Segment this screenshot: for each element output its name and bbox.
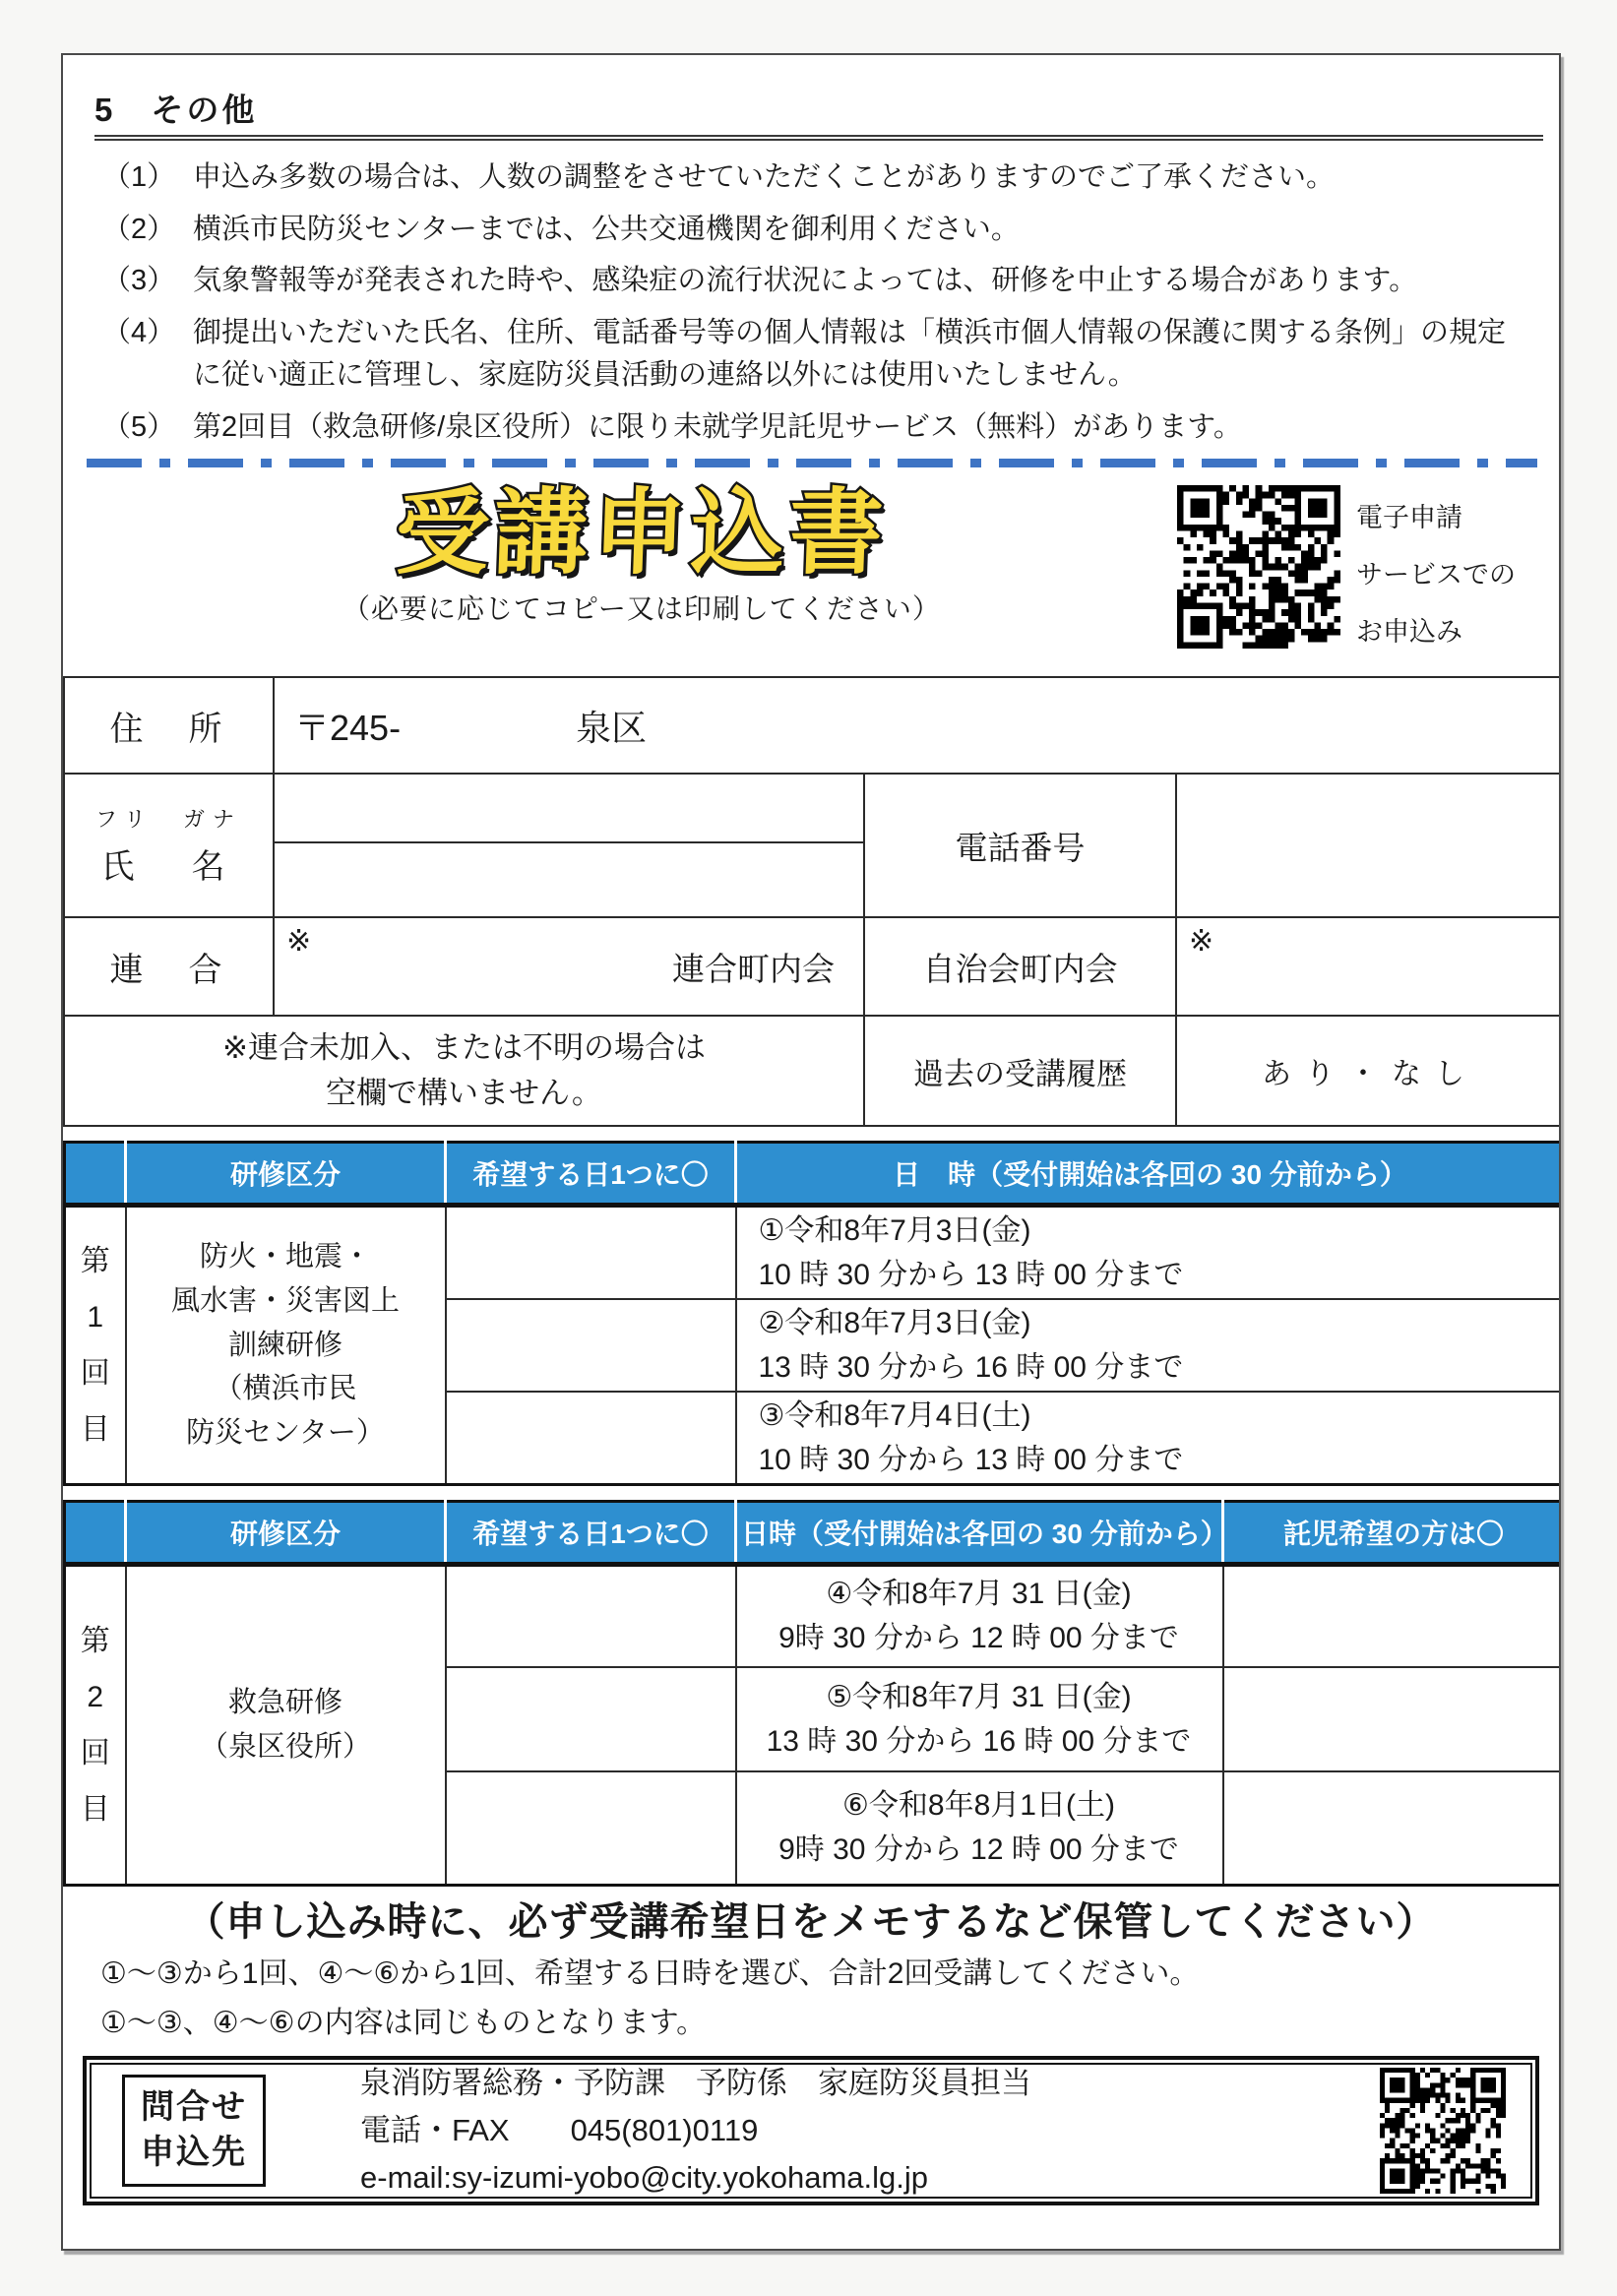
time-line: 9時 30 分から 12 時 00 分まで (778, 1622, 1179, 1655)
notice-text: 第2回目（救急研修/泉区役所）に限り未就学児託児サービス（無料）があります。 (193, 410, 1242, 443)
category-line: （横浜市民 (214, 1373, 357, 1405)
postal-code-value: 〒245- (294, 707, 402, 748)
contact-label-line: 申込先 (141, 2134, 247, 2171)
datetime-cell (736, 1565, 1223, 1667)
choice-cell (446, 1565, 736, 1667)
session2-label-cell (65, 1565, 126, 1886)
notice-number: （2） (102, 213, 176, 245)
contact-info (299, 2060, 1346, 2202)
scanned-application-form-page (61, 53, 1561, 2251)
name-row (64, 774, 1561, 917)
time-line: 10 時 30 分から 13 時 00 分まで (758, 1259, 1184, 1291)
qr-caption-line: 電子申請 (1356, 503, 1462, 532)
notice-item-3 (102, 260, 1533, 303)
notice-item-4 (102, 312, 1533, 398)
datetime-col-header: 日 時（受付開始は各回の 30 分前から） (736, 1143, 1562, 1206)
session2-category (126, 1565, 446, 1886)
session1-category (126, 1206, 446, 1485)
contact-email: e-mail:sy-izumi-yobo@city.yokohama.lg.jp (360, 2160, 929, 2196)
session2-schedule-table (63, 1500, 1561, 1887)
datetime-cell (736, 1206, 1562, 1300)
union-row (64, 917, 1561, 1016)
contact-label (122, 2075, 266, 2187)
furigana-divider (273, 841, 865, 843)
notices-list (102, 156, 1533, 449)
childcare-cell (1223, 1771, 1562, 1886)
phone-field (1176, 774, 1561, 917)
contact-label-line: 問合せ (141, 2088, 247, 2127)
datetime-cell (736, 1667, 1223, 1771)
session1-header-row (65, 1143, 1562, 1206)
session1-label-cell (65, 1206, 126, 1485)
choose-col-header: 希望する日1つに〇 (446, 1502, 736, 1565)
qr-code-icon (1380, 2068, 1506, 2194)
category-line: 訓練研修 (227, 1329, 342, 1361)
qr-caption (1356, 485, 1516, 660)
time-line: 13 時 30 分から 16 時 00 分まで (758, 1351, 1184, 1384)
asterisk-mark: ※ (1189, 925, 1214, 958)
dash-dot-divider (87, 459, 1537, 467)
datetime-cell (736, 1299, 1562, 1392)
name-field (274, 774, 864, 917)
category-line: 防火・地震・ (199, 1240, 371, 1272)
union-note-line: 空欄で構いません。 (326, 1076, 602, 1110)
childcare-cell (1223, 1565, 1562, 1667)
name-label: 氏 名 (100, 848, 237, 886)
contact-box (83, 2056, 1539, 2205)
category-line: 救急研修 (227, 1687, 342, 1719)
notice-text: 申込み多数の場合は、人数の調整をさせていただくことがありますのでご了承ください。 (193, 161, 1336, 193)
session-col-header (65, 1143, 126, 1206)
footer-note-2: ①～③、④～⑥の内容は同じものとなります。 (100, 2006, 707, 2039)
choice-cell (446, 1206, 736, 1300)
category-line: （泉区役所） (199, 1731, 371, 1763)
address-field (274, 677, 1561, 774)
session2-label: 第2回目 (80, 1625, 110, 1826)
choice-cell (446, 1771, 736, 1886)
notice-number: （4） (102, 316, 176, 348)
notice-item-1 (102, 156, 1533, 200)
title-wrap (342, 481, 941, 627)
qr-caption-line: お申込み (1356, 617, 1462, 648)
union-label: 連 合 (64, 917, 274, 1016)
address-label: 住 所 (64, 677, 274, 774)
contact-phone: 電話・FAX 045(801)0119 (360, 2112, 759, 2147)
childcare-col-header: 託児希望の方は〇 (1223, 1502, 1562, 1565)
choice-cell (446, 1299, 736, 1392)
asterisk-mark: ※ (286, 925, 312, 958)
session2-header-row (65, 1502, 1562, 1565)
document-title: 受講申込書 (394, 481, 890, 586)
union-note-line: ※連合未加入、または不明の場合は (222, 1029, 706, 1065)
date-line: ①令和8年7月3日(金) (758, 1214, 1031, 1247)
name-label-cell (64, 774, 274, 917)
notice-item-2 (102, 209, 1533, 252)
date-line: ②令和8年7月3日(金) (758, 1307, 1031, 1339)
address-row (64, 677, 1561, 774)
time-line: 10 時 30 分から 13 時 00 分まで (758, 1444, 1184, 1476)
ward-value: 泉区 (576, 707, 648, 748)
qr-code-icon (1177, 485, 1340, 649)
session2-row-1 (65, 1565, 1562, 1667)
childcare-cell (1223, 1667, 1562, 1771)
datetime-col-header: 日時（受付開始は各回の 30 分前から） (736, 1502, 1223, 1565)
date-line: ⑥令和8年8月1日(土) (842, 1789, 1115, 1823)
union-note (64, 1016, 864, 1126)
title-block (102, 481, 1516, 664)
document-subtitle: （必要に応じてコピー又は印刷してください） (342, 592, 941, 624)
notice-item-5 (102, 406, 1533, 450)
category-col-header: 研修区分 (126, 1502, 446, 1565)
category-line: 防災センター） (186, 1417, 385, 1450)
history-row (64, 1016, 1561, 1126)
notice-number: （3） (102, 265, 176, 296)
date-line: ④令和8年7月 31 日(金) (826, 1578, 1132, 1611)
session1-row-1 (65, 1206, 1562, 1300)
union-suffix: 連合町内会 (672, 950, 835, 987)
jichikai-field (1176, 917, 1561, 1016)
section-heading: 5 その他 (94, 92, 258, 128)
applicant-form-table (63, 676, 1561, 1127)
date-line: ③令和8年7月4日(土) (758, 1399, 1031, 1432)
session-col-header (65, 1502, 126, 1565)
section-heading-underline (94, 85, 1543, 141)
category-line: 風水害・災害図上 (170, 1284, 400, 1317)
eservice-qr-block (1177, 485, 1516, 660)
session1-label: 第1回目 (80, 1245, 110, 1446)
union-field (274, 917, 864, 1016)
session1-schedule-table (63, 1141, 1561, 1486)
keep-note: （申し込み時に、必ず受講希望日をメモするなど保管してください） (185, 1900, 1437, 1944)
notice-number: （5） (102, 410, 176, 443)
phone-label: 電話番号 (864, 774, 1176, 917)
choice-cell (446, 1392, 736, 1485)
furigana-label: フリ ガナ (94, 807, 243, 832)
category-col-header: 研修区分 (126, 1143, 446, 1206)
history-label: 過去の受講履歴 (864, 1016, 1176, 1126)
notice-text: 横浜市民防災センターまでは、公共交通機関を御利用ください。 (193, 213, 1020, 245)
qr-caption-line: サービスでの (1356, 560, 1516, 590)
time-line: 13 時 30 分から 16 時 00 分まで (766, 1724, 1192, 1758)
contact-dept: 泉消防署総務・予防課 予防係 家庭防災員担当 (360, 2065, 1031, 2100)
notice-text: 気象警報等が発表された時や、感染症の流行状況によっては、研修を中止する場合があります。 (193, 265, 1418, 296)
notice-text: 御提出いただいた氏名、住所、電話番号等の個人情報は「横浜市個人情報の保護に関する条例」の規定に従い適正に管理し、家庭防災員活動の連絡以外には使用いたしません。 (193, 316, 1507, 391)
choice-cell (446, 1667, 736, 1771)
choose-col-header: 希望する日1つに〇 (446, 1143, 736, 1206)
date-line: ⑤令和8年7月 31 日(金) (826, 1680, 1132, 1713)
footer-note-1: ①～③から1回、④～⑥から1回、希望する日時を選び、合計2回受講してください。 (100, 1957, 1200, 1990)
time-line: 9時 30 分から 12 時 00 分まで (778, 1833, 1179, 1867)
jichikai-label: 自治会町内会 (864, 917, 1176, 1016)
datetime-cell (736, 1392, 1562, 1485)
notice-number: （1） (102, 161, 176, 193)
history-value: あり・なし (1176, 1016, 1561, 1126)
datetime-cell (736, 1771, 1223, 1886)
